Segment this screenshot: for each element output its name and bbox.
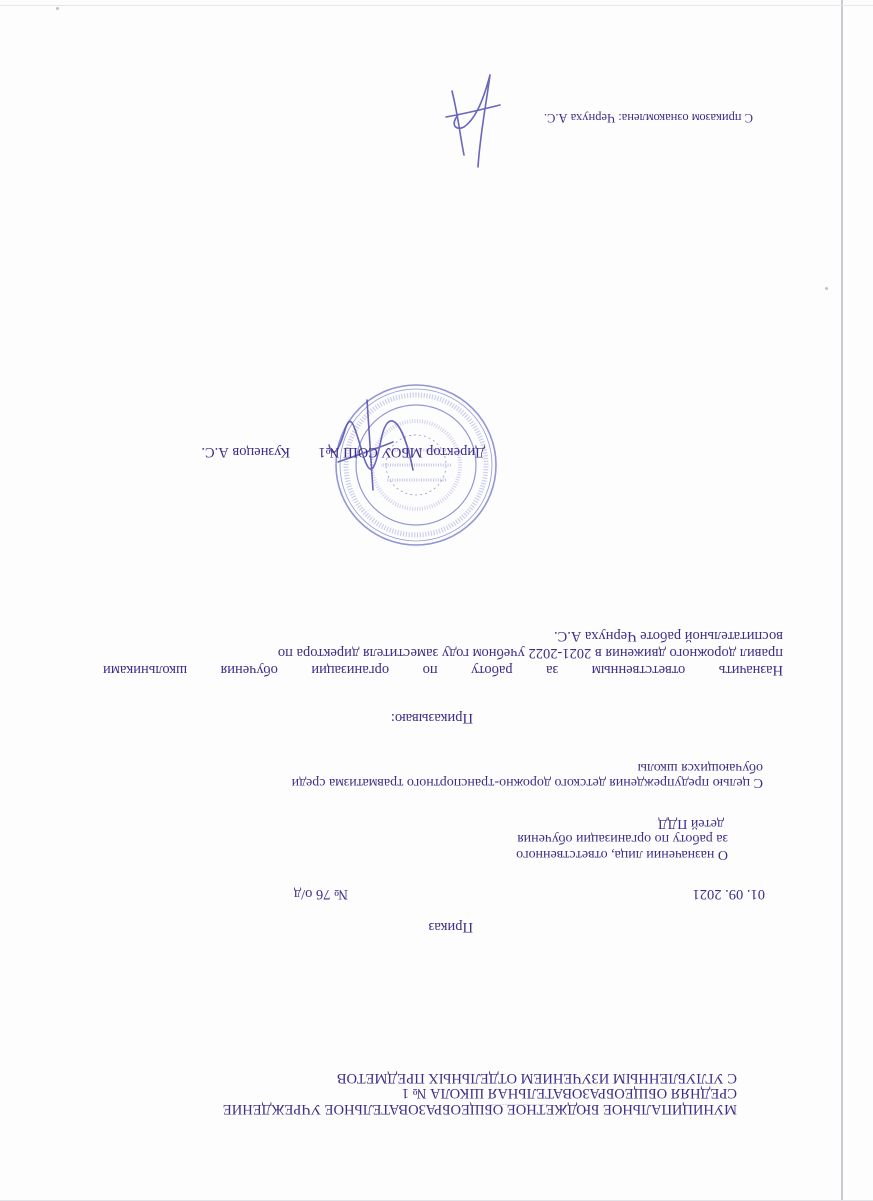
order-word: работу bbox=[471, 662, 513, 678]
acknowledgement-line: С приказом ознакомлена: Чернуха А.С. bbox=[543, 111, 753, 125]
subject-line-3: детей ПДД bbox=[658, 816, 724, 831]
order-word: Назначить bbox=[718, 662, 783, 678]
document-date: 01. 09. 2021 bbox=[692, 886, 765, 902]
header-line-3: С УГЛУБЛЕННЫМ ИЗУЧЕНИЕМ ОТДЕЛЬНЫХ ПРЕДМЕТОВ bbox=[336, 1070, 737, 1086]
order-word: организации bbox=[311, 662, 390, 678]
director-role: Директор МБОУ СОШ №1 bbox=[318, 444, 485, 460]
organization-header bbox=[136, 1070, 737, 1117]
purpose-line-1: С целью предупреждения детского дорожно-транспортного травматизма среди bbox=[291, 775, 763, 790]
order-subject bbox=[478, 816, 728, 863]
signature-icon bbox=[438, 65, 508, 175]
director-name: Кузнецов А.С. bbox=[201, 444, 290, 460]
orders-heading: Приказываю: bbox=[390, 710, 473, 726]
header-line-2: СРЕДНЯЯ ОБЩЕОБРАЗОВАТЕЛЬНАЯ ШКОЛА № 1 bbox=[401, 1085, 737, 1102]
scan-edge-line bbox=[0, 5, 873, 6]
order-word: за bbox=[546, 662, 559, 678]
subject-line-2: за работу по организации обучения bbox=[517, 831, 728, 847]
acknowledgement-signature bbox=[438, 65, 508, 175]
purpose-line-2: обучающихся школы bbox=[637, 760, 763, 775]
order-item-line-1 bbox=[103, 661, 783, 678]
subject-line-1: О назначении лица, ответственного bbox=[516, 847, 728, 862]
scan-speck bbox=[825, 287, 828, 290]
scan-speck bbox=[56, 7, 59, 10]
document-title: Приказ bbox=[428, 919, 473, 935]
scan-speck bbox=[488, 1104, 548, 1105]
order-word: по bbox=[422, 662, 438, 678]
order-item-line-3: воспитательной работе Чернуха А.С. bbox=[553, 628, 783, 644]
order-item bbox=[103, 627, 783, 678]
order-word: обучения bbox=[220, 662, 278, 678]
order-item-line-2: правил дорожного движения в 2021-2022 учебном году заместителя директора по bbox=[277, 645, 783, 661]
order-word: школьниками bbox=[103, 662, 188, 678]
header-line-1: МУНИЦИПАЛЬНОЕ БЮДЖЕТНОЕ ОБЩЕОБРАЗОВАТЕЛЬНОЕ УЧРЕЖДЕНИЕ bbox=[222, 1101, 737, 1117]
order-purpose bbox=[203, 760, 763, 790]
order-word: ответственным bbox=[591, 662, 686, 678]
document-number: № 76 о/д bbox=[293, 886, 348, 902]
scan-edge-shadow bbox=[841, 0, 843, 1200]
